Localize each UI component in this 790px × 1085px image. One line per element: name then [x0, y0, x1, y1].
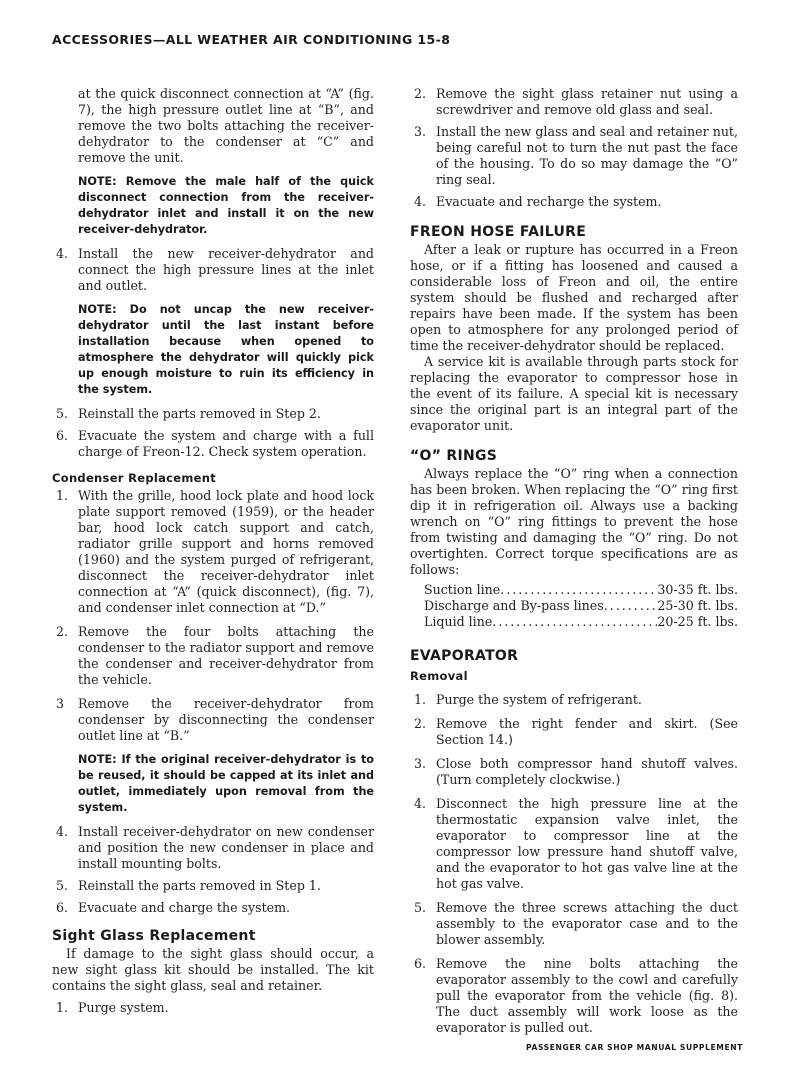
condenser-replacement-heading: Condenser Replacement: [52, 471, 217, 485]
step-text: Purge system.: [78, 1000, 169, 1015]
list-item: [410, 86, 738, 118]
list-item: [410, 124, 738, 188]
step-text: Install the new glass and seal and retainer nut, being careful not to turn the nut past the face of the housing. To do so may damage the “O” ring seal.: [436, 124, 738, 187]
page-footer: PASSENGER CAR SHOP MANUAL SUPPLEMENT: [526, 1043, 743, 1052]
step-number: 4.: [56, 824, 69, 839]
list-item: [52, 878, 374, 894]
torque-label: Discharge and By-pass lines: [424, 598, 604, 613]
step-number: 4.: [414, 194, 427, 209]
sight-glass-intro: If damage to the sight glass should occur, a new sight glass kit should be installed. The kit contains the sight glass, seal and retainer.: [52, 946, 374, 993]
step-number: 5.: [414, 900, 427, 915]
step-number: 1.: [56, 488, 69, 503]
step-number: 3.: [414, 756, 427, 771]
torque-label: Suction line: [424, 582, 501, 597]
note-uncap: NOTE: Do not uncap the new receiver-dehydrator until the last instant before installation because when opened to atmosphere the dehydrator will quickly pick up enough moisture to ruin its efficiency in the system.: [78, 303, 374, 396]
list-item: [410, 900, 738, 948]
list-item: [410, 956, 738, 1036]
step-text: Reinstall the parts removed in Step 1.: [78, 878, 321, 893]
freon-paragraph: After a leak or rupture has occurred in a Freon hose, or if a fitting has loosened and caused a considerable loss of Freon and oil, the entire system should be flushed and recharged after repairs have been made. If the system has been open to atmosphere for any prolonged period of time the receiver-dehydrator should be replaced.: [410, 242, 738, 353]
step-number: 5.: [56, 878, 69, 893]
freon-hose-failure-heading: FREON HOSE FAILURE: [410, 224, 587, 240]
torque-spec-table: [424, 582, 738, 630]
step-text: Remove the sight glass retainer nut using a screwdriver and remove old glass and seal.: [436, 86, 738, 117]
sight-glass-heading: Sight Glass Replacement: [52, 928, 256, 944]
left-column: [52, 86, 374, 1016]
step-number: 6.: [414, 956, 427, 971]
continued-paragraph: at the quick disconnect connection at “A” (fig. 7), the high pressure outlet line at “B”, and remove the two bolts attaching the receiver-dehydrator to the condenser at “C” and remove the unit.: [78, 86, 374, 165]
step-number: 5.: [56, 406, 69, 421]
step-text: Purge the system of refrigerant.: [436, 692, 642, 707]
torque-value: 20-25 ft. lbs.: [657, 614, 738, 629]
list-item: [52, 428, 374, 460]
o-rings-paragraph: Always replace the “O” ring when a connection has been broken. When replacing the “O” ring first dip it in refrigeration oil. Always use a backing wrench on “O” ring fittings to prevent the hose from twisting and damaging the “O” ring. Do not overtighten. Correct torque specifications are as follows:: [410, 466, 738, 577]
torque-label: Liquid line: [424, 614, 493, 629]
step-number: 6.: [56, 900, 69, 915]
torque-row: [424, 614, 738, 630]
step-text: Remove the nine bolts attaching the evaporator assembly to the cowl and carefully pull the evaporator from the vehicle (fig. 8). The duct assembly will work loose as the evaporator is pulled out.: [436, 956, 738, 1035]
right-column: [410, 86, 738, 1036]
step-number: 2.: [414, 86, 427, 101]
torque-row: [424, 598, 738, 614]
step-text: Remove the three screws attaching the duct assembly to the evaporator case and to the blower assembly.: [436, 900, 738, 947]
list-item: [52, 406, 374, 422]
list-item: [52, 624, 374, 688]
step-number: 1.: [414, 692, 427, 707]
step-text: Disconnect the high pressure line at the thermostatic expansion valve inlet, the evaporator to compressor line at the compressor low pressure hand shutoff valve, and the evaporator to hot gas valve line at the hot gas valve.: [436, 796, 738, 891]
step-number: 6.: [56, 428, 69, 443]
list-item: [52, 246, 374, 294]
leader-dots: [604, 598, 658, 614]
list-item: [52, 696, 374, 744]
list-item: [52, 824, 374, 872]
o-rings-heading: “O” RINGS: [410, 448, 498, 464]
list-item: [52, 900, 374, 916]
step-number: 4.: [414, 796, 427, 811]
step-text: Close both compressor hand shutoff valves. (Turn completely clockwise.): [436, 756, 738, 787]
torque-value: 30-35 ft. lbs.: [657, 582, 738, 597]
step-text: Install the new receiver-dehydrator and connect the high pressure lines at the inlet and outlet.: [78, 246, 374, 293]
leader-dots: [500, 582, 657, 598]
freon-paragraph: A service kit is available through parts stock for replacing the evaporator to compressor hose in the event of its failure. A special kit is necessary since the original part is an integral part of the evaporator unit.: [410, 354, 738, 433]
step-number: 2.: [56, 624, 69, 639]
step-number: 1.: [56, 1000, 69, 1015]
step-text: Remove the right fender and skirt. (See Section 14.): [436, 716, 738, 747]
leader-dots: [492, 614, 657, 630]
list-item: [410, 194, 738, 210]
step-text: Reinstall the parts removed in Step 2.: [78, 406, 321, 421]
step-number: 3.: [414, 124, 427, 139]
note-male-half: NOTE: Remove the male half of the quick disconnect connection from the receiver-dehydrator inlet and install it on the new receiver-dehydrator.: [78, 175, 374, 236]
list-item: [410, 692, 738, 708]
step-text: Evacuate and recharge the system.: [436, 194, 662, 209]
torque-value: 25-30 ft. lbs.: [657, 598, 738, 613]
list-item: [52, 1000, 374, 1016]
step-text: Remove the four bolts attaching the condenser to the radiator support and remove the condenser and receiver-dehydrator from the vehicle.: [78, 624, 374, 687]
step-text: With the grille, hood lock plate and hood lock plate support removed (1959), or the header bar, hood lock catch support and catch, radiator grille support and horns removed (1960) and the system purged of refrigerant, disconnect the receiver-dehydrator inlet connection at “A” (quick disconnect), (fig. 7), and condenser inlet connection at “D.”: [78, 488, 374, 615]
torque-row: [424, 582, 738, 598]
list-item: [410, 716, 738, 748]
list-item: [52, 488, 374, 616]
step-text: Install receiver-dehydrator on new condenser and position the new condenser in place and install mounting bolts.: [78, 824, 374, 871]
note-capped: NOTE: If the original receiver-dehydrator is to be reused, it should be capped at its inlet and outlet, immediately upon removal from the system.: [78, 753, 374, 814]
step-text: Evacuate the system and charge with a full charge of Freon-12. Check system operation.: [78, 428, 374, 459]
list-item: [410, 756, 738, 788]
step-text: Evacuate and charge the system.: [78, 900, 291, 915]
page-header: ACCESSORIES—ALL WEATHER AIR CONDITIONING 15-8: [52, 32, 451, 47]
step-number: 2.: [414, 716, 427, 731]
evaporator-heading: EVAPORATOR: [410, 648, 519, 664]
step-number: 3: [56, 696, 65, 711]
removal-subheading: Removal: [410, 669, 468, 683]
step-number: 4.: [56, 246, 69, 261]
step-text: Remove the receiver-dehydrator from condenser by disconnecting the condenser outlet line at “B.”: [78, 696, 374, 743]
list-item: [410, 796, 738, 892]
